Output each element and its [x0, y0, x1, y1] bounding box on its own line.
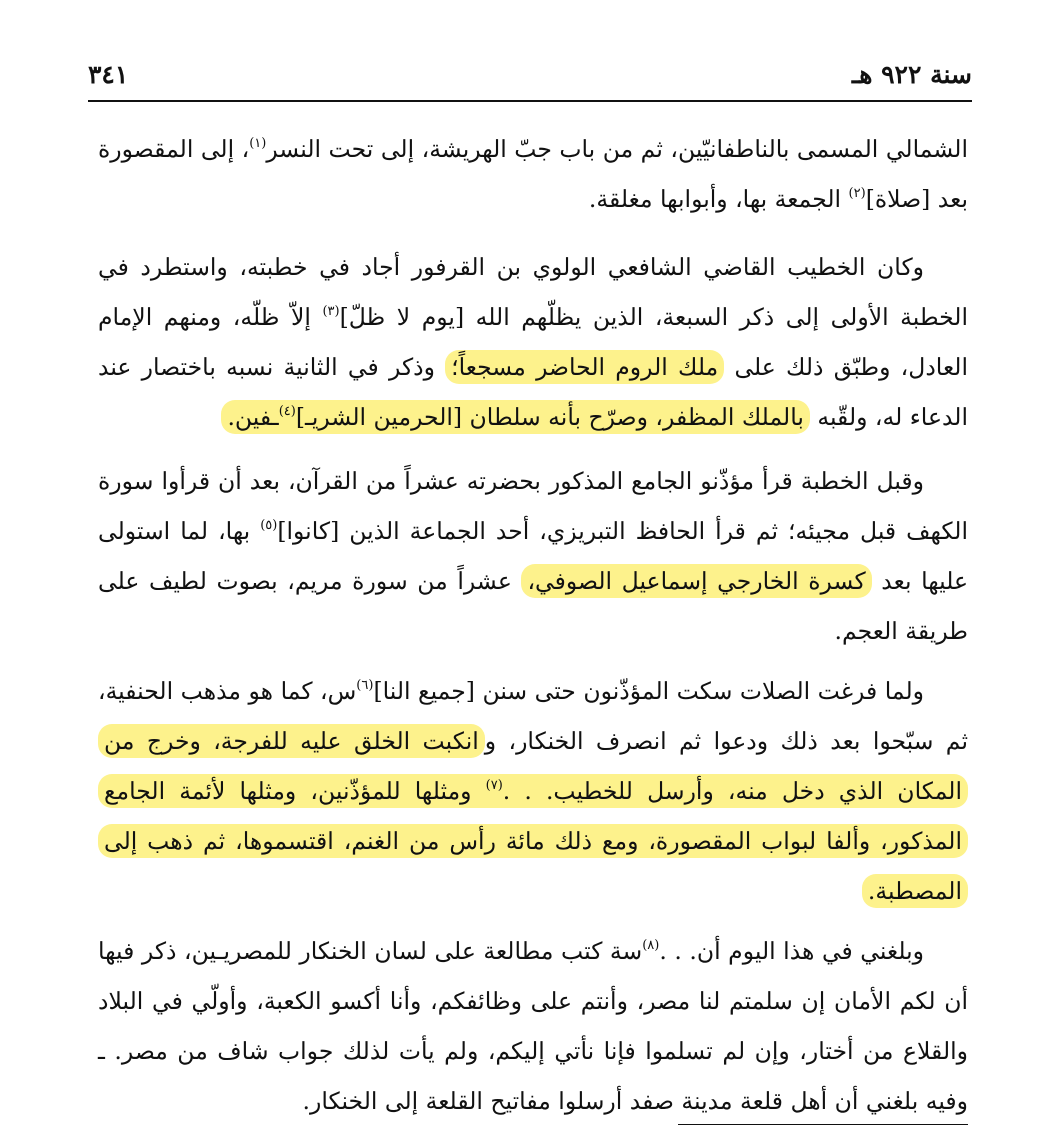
text-run: ، إلى المقصورة بعد [صلاة]: [98, 135, 968, 213]
paragraph-2: [98, 242, 968, 442]
highlighted-run: بالملك المظفر، وصرّح بأنه سلطان [الحرمين الشريـ]: [295, 403, 804, 431]
highlighted-text: ملك الروم الحاضر مسجعاً؛: [445, 350, 724, 384]
footnote-marker: (٨): [642, 938, 660, 953]
page-number: ٣٤١: [88, 60, 129, 89]
highlighted-text: كسرة الخارجي إسماعيل الصوفي،: [521, 564, 871, 598]
text-run: س، كما هو مذهب الحنفية، ثم سبّحوا بعد ذلك ودعوا ثم انصرف الخنكار، و: [98, 677, 968, 755]
paragraph-3: [98, 456, 968, 656]
text-run: الجمعة بها، وأبوابها مغلقة.: [588, 185, 849, 213]
footnote-marker: (٧): [485, 778, 503, 793]
footnote-separator-rule: [678, 1124, 968, 1125]
text-run: ولما فرغت الصلات سكت المؤذّنون حتى سنن [جميع النا]: [373, 677, 924, 705]
highlighted-run: انكبت الخلق عليه للفرجة، وخرج من المكان الذي دخل منه، وأرسل للخطيب. . .: [104, 727, 962, 805]
highlighted-text: [221, 400, 809, 434]
text-run: سة كتب مطالعة على لسان الخنكار للمصريـين، ذكر فيها أن لكم الأمان إن سلمتم لنا مصر، وأنتم على وظائفكم، وأنا أكسو الكعبة، وأولّي في البلاد والقلاع من أختار، وإن لم تسلموا فإنا نأتي إليكم، ولم يأت لذلك جواب شاف من مصر. ـ وفيه بلغني أن أهل قلعة مدينة صفد أرسلوا مفاتيح القلعة إلى الخنكار.: [98, 937, 968, 1115]
paragraph-5: [98, 926, 968, 1126]
highlighted-run: ـفين.: [227, 403, 279, 431]
text-run: وبلغني في هذا اليوم أن. . .: [659, 937, 924, 965]
highlighted-run: ومثلها للمؤذّنين، ومثلها لأئمة الجامع المذكور، وألفا لبواب المقصورة، ومع ذلك مائة رأس من الغنم، اقتسموها، ثم ذهب إلى المصطبة.: [104, 777, 962, 905]
text-run: وقبل الخطبة قرأ مؤذّنو الجامع المذكور بحضرته عشراً من القرآن، بعد أن قرأوا سورة الكهف قبل مجيئه؛ ثم قرأ الحافظ التبريزي، أحد الجماعة الذين [كانوا]: [98, 467, 968, 545]
running-head-year: سنة ٩٢٢ هـ: [851, 60, 972, 89]
text-run: إلاّ ظلّه، ومنهم الإمام العادل، وطبّق ذلك على: [98, 303, 968, 381]
text-run: عشراً من سورة مريم، بصوت لطيف على طريقة العجم.: [98, 567, 968, 645]
footnote-marker: (٤): [278, 404, 296, 419]
footnote-marker: (٢): [848, 186, 866, 201]
text-run: الشمالي المسمى بالناطفانيّين، ثم من باب جبّ الهريشة، إلى تحت النسر: [266, 135, 968, 163]
text-run: بها، لما استولى عليها بعد: [98, 517, 968, 595]
footnote-marker: (٥): [260, 518, 278, 533]
text-run: وكان الخطيب القاضي الشافعي الولوي بن القرفور أجاد في خطبته، واستطرد في الخطبة الأولى إلى ذكر السبعة، الذين يظلّهم الله [يوم لا ظلّ]: [98, 253, 968, 331]
text-run: وذكر في الثانية نسبه باختصار عند الدعاء له، ولقّبه: [98, 353, 968, 431]
paragraph-1: [98, 124, 968, 224]
footnote-marker: (٦): [356, 678, 374, 693]
page-header: [88, 56, 972, 102]
paragraph-4: [98, 666, 968, 916]
footnote-marker: (٣): [322, 304, 340, 319]
footnote-marker: (١): [249, 136, 267, 151]
